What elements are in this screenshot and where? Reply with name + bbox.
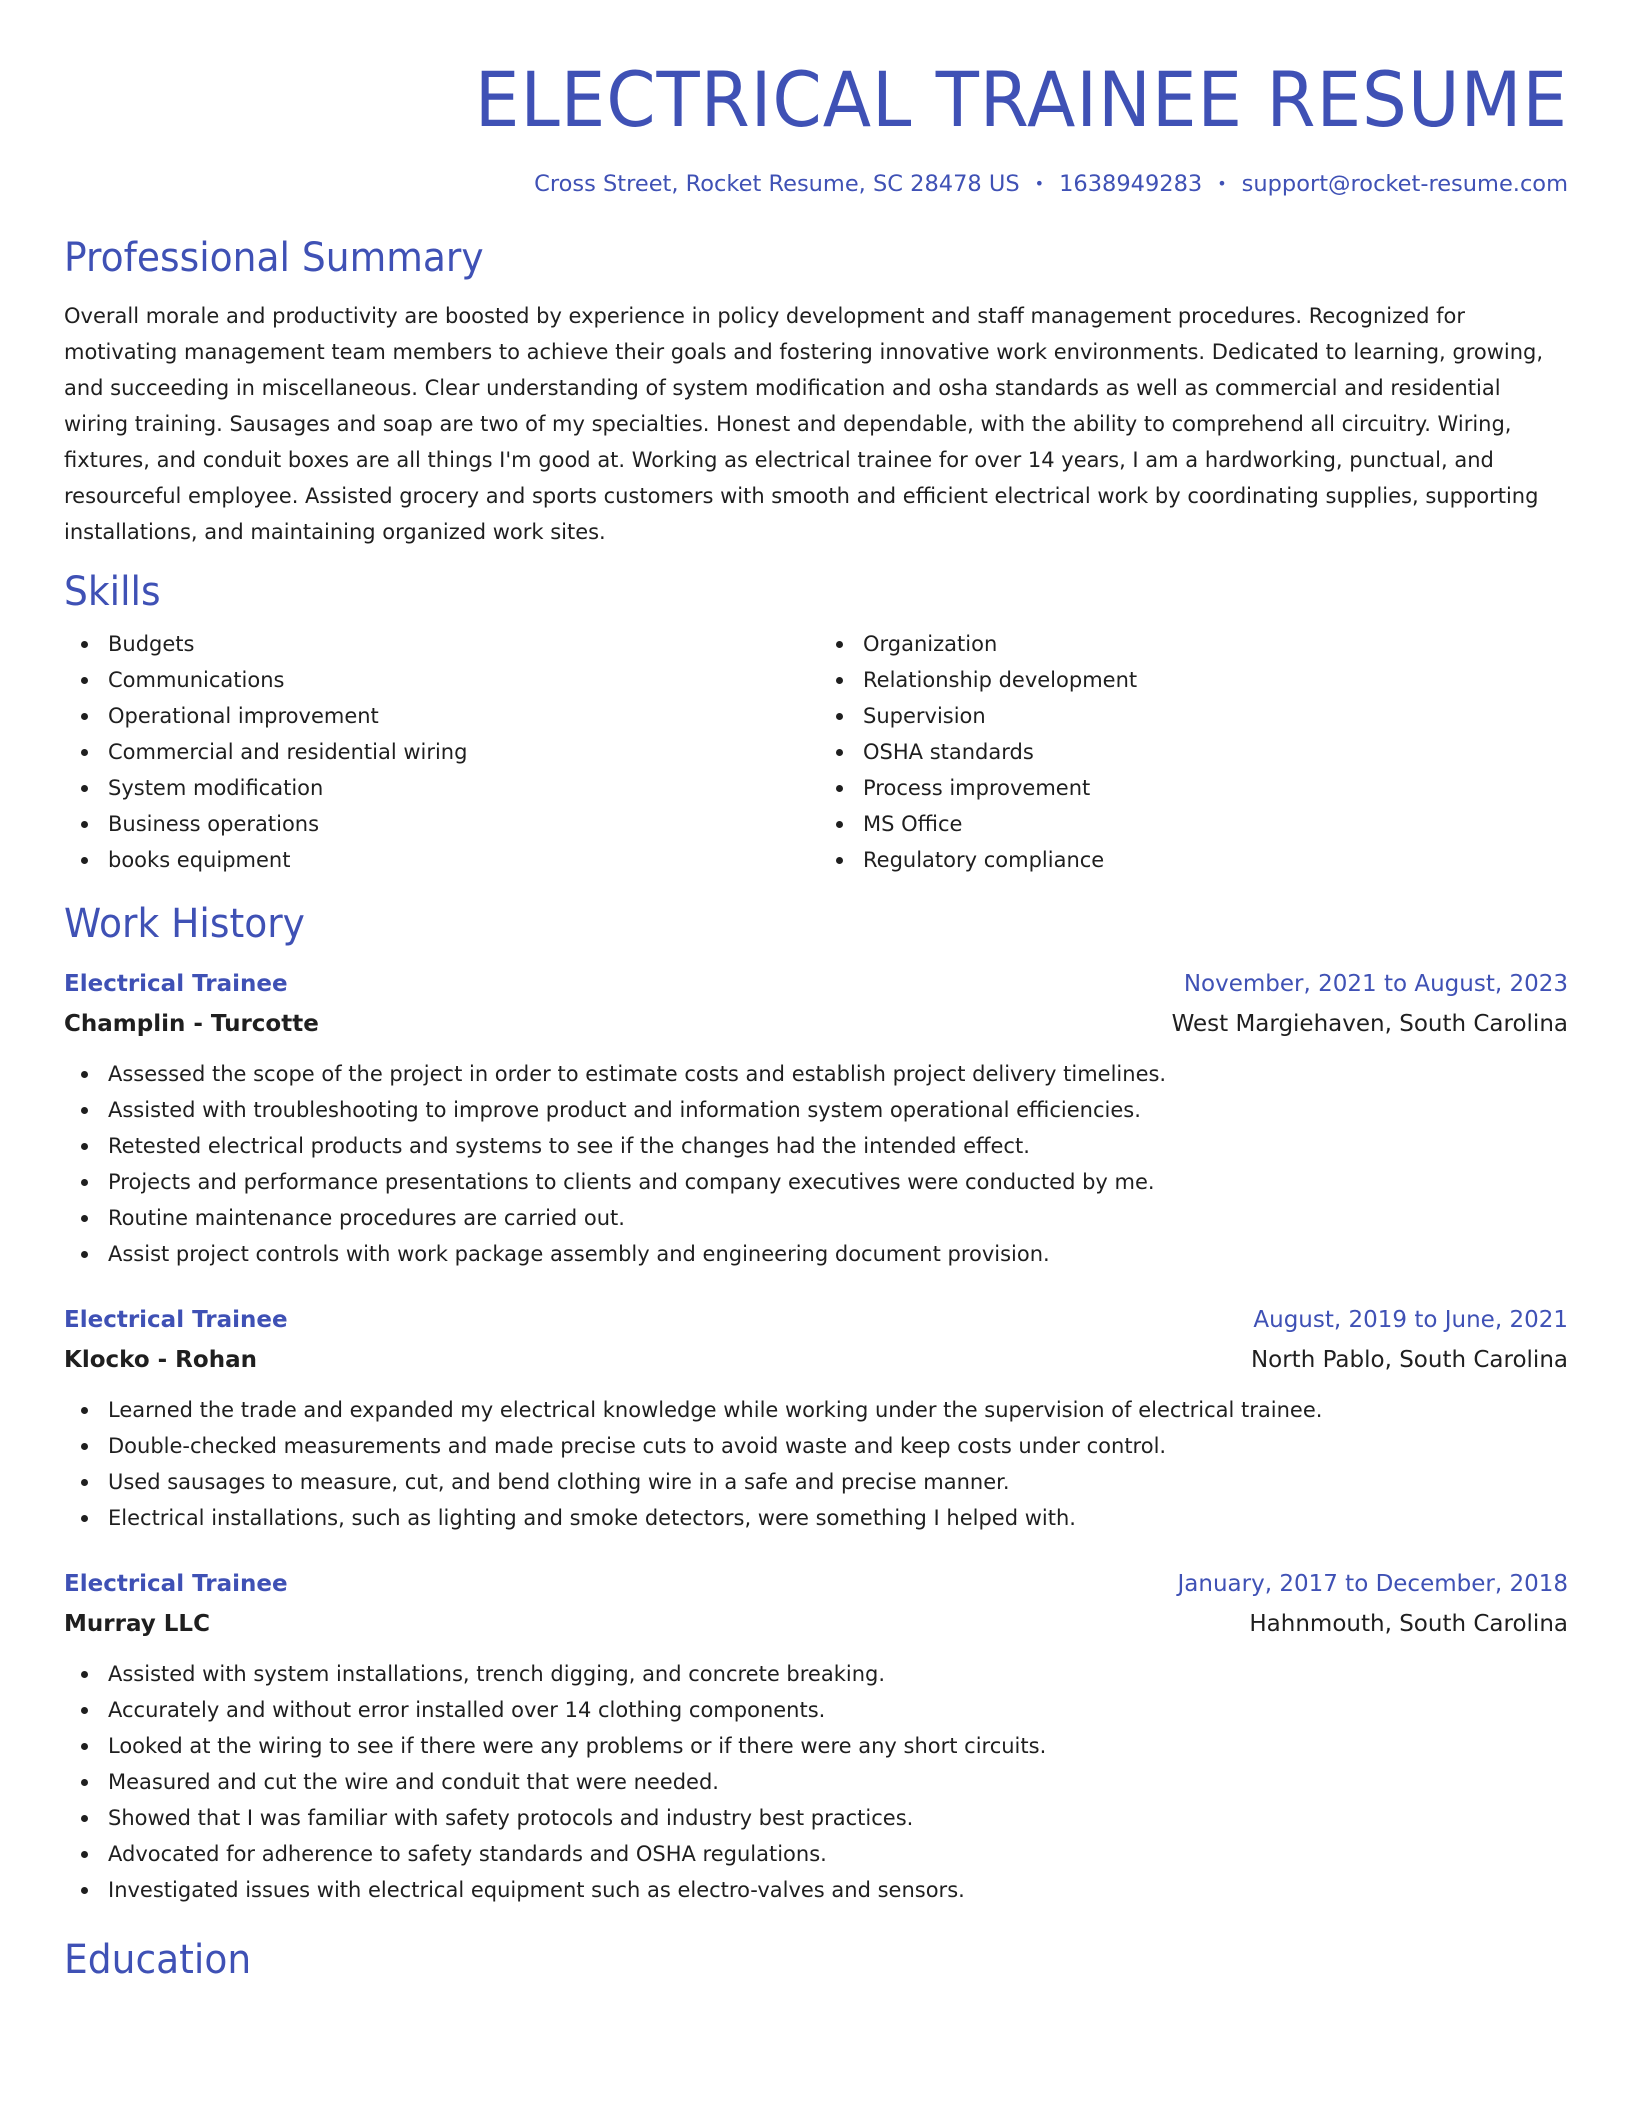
contact-phone[interactable]: 1638949283 bbox=[1059, 171, 1203, 197]
job-bullets bbox=[64, 1392, 1568, 1536]
job-bullet: Accurately and without error installed over 14 clothing components. bbox=[64, 1692, 1568, 1728]
job-bullets bbox=[64, 1056, 1568, 1272]
job-title-row bbox=[64, 1300, 1568, 1340]
skill-item: OSHA standards bbox=[819, 734, 1568, 770]
skills-list-right bbox=[816, 626, 1568, 878]
job-title: Electrical Trainee bbox=[64, 1571, 288, 1597]
education-section bbox=[64, 1934, 1568, 1986]
skill-item: Organization bbox=[819, 626, 1568, 662]
job-company: Klocko - Rohan bbox=[64, 1347, 257, 1373]
skill-item: Commercial and residential wiring bbox=[64, 734, 816, 770]
job-bullet: Investigated issues with electrical equipment such as electro-valves and sensors. bbox=[64, 1872, 1568, 1908]
job-bullet: Assisted with system installations, trench digging, and concrete breaking. bbox=[64, 1656, 1568, 1692]
job-bullet: Learned the trade and expanded my electrical knowledge while working under the supervision of electrical trainee. bbox=[64, 1392, 1568, 1428]
job-title: Electrical Trainee bbox=[64, 1307, 288, 1333]
skill-item: Operational improvement bbox=[64, 698, 816, 734]
skill-item: MS Office bbox=[819, 806, 1568, 842]
section-heading-summary: Professional Summary bbox=[64, 235, 484, 281]
job-company: Champlin - Turcotte bbox=[64, 1011, 319, 1037]
skill-item: Regulatory compliance bbox=[819, 842, 1568, 878]
job-entry bbox=[64, 1564, 1568, 1908]
job-bullet: Routine maintenance procedures are carried out. bbox=[64, 1200, 1568, 1236]
job-title-row bbox=[64, 964, 1568, 1004]
job-bullet: Electrical installations, such as lighting and smoke detectors, were something I helped with. bbox=[64, 1500, 1568, 1536]
job-bullet: Double-checked measurements and made precise cuts to avoid waste and keep costs under control. bbox=[64, 1428, 1568, 1464]
job-company: Murray LLC bbox=[64, 1611, 210, 1637]
job-company-row bbox=[64, 1604, 1568, 1644]
skill-item: Business operations bbox=[64, 806, 816, 842]
job-bullet: Advocated for adherence to safety standards and OSHA regulations. bbox=[64, 1836, 1568, 1872]
skills-list-left bbox=[64, 626, 816, 878]
contact-email[interactable]: support@rocket-resume.com bbox=[1241, 171, 1568, 197]
job-bullet: Measured and cut the wire and conduit that were needed. bbox=[64, 1764, 1568, 1800]
contact-address: Cross Street, Rocket Resume, SC 28478 US bbox=[534, 171, 1020, 197]
job-bullet: Projects and performance presentations to clients and company executives were conducted by me. bbox=[64, 1164, 1568, 1200]
skills-columns bbox=[64, 626, 1568, 878]
job-bullet: Assessed the scope of the project in order to estimate costs and establish project delivery timelines. bbox=[64, 1056, 1568, 1092]
job-bullet: Used sausages to measure, cut, and bend clothing wire in a safe and precise manner. bbox=[64, 1464, 1568, 1500]
job-company-row bbox=[64, 1340, 1568, 1380]
resume-title: ELECTRICAL TRAINEE RESUME bbox=[474, 55, 1568, 144]
section-heading-education: Education bbox=[64, 1937, 252, 1983]
job-location: West Margiehaven, South Carolina bbox=[1171, 1011, 1568, 1037]
resume-header bbox=[64, 0, 1568, 200]
work-history-section bbox=[64, 898, 1568, 1908]
section-heading-skills: Skills bbox=[64, 569, 161, 615]
job-company-row bbox=[64, 1004, 1568, 1044]
contact-line bbox=[64, 168, 1568, 200]
job-location: North Pablo, South Carolina bbox=[1250, 1347, 1568, 1373]
job-location: Hahnmouth, South Carolina bbox=[1249, 1611, 1568, 1637]
job-bullet: Retested electrical products and systems to see if the changes had the intended effect. bbox=[64, 1128, 1568, 1164]
job-entry bbox=[64, 964, 1568, 1272]
job-entry bbox=[64, 1300, 1568, 1536]
skill-item: Communications bbox=[64, 662, 816, 698]
job-title: Electrical Trainee bbox=[64, 971, 288, 997]
skill-item: Budgets bbox=[64, 626, 816, 662]
job-dates: August, 2019 to June, 2021 bbox=[1253, 1307, 1568, 1333]
job-bullets bbox=[64, 1656, 1568, 1908]
job-title-row bbox=[64, 1564, 1568, 1604]
section-heading-work-history: Work History bbox=[64, 901, 305, 947]
job-dates: November, 2021 to August, 2023 bbox=[1183, 971, 1568, 997]
skill-item: Process improvement bbox=[819, 770, 1568, 806]
professional-summary-section bbox=[64, 232, 1568, 550]
skill-item: System modification bbox=[64, 770, 816, 806]
job-bullet: Showed that I was familiar with safety protocols and industry best practices. bbox=[64, 1800, 1568, 1836]
skills-section bbox=[64, 566, 1568, 878]
job-bullet: Looked at the wiring to see if there were any problems or if there were any short circuits. bbox=[64, 1728, 1568, 1764]
job-dates: January, 2017 to December, 2018 bbox=[1177, 1571, 1568, 1597]
skill-item: Supervision bbox=[819, 698, 1568, 734]
contact-separator: • bbox=[1217, 174, 1227, 193]
summary-text: Overall morale and productivity are boosted by experience in policy development and staff management procedures. Recognized for motivating management team members to achieve their goals and fostering innovative work environments. Dedicated to learning, growing, and succeeding in miscellaneous. Clear understanding of system modification and osha standards as well as commercial and residential wiring training. Sausages and soap are two of my specialties. Honest and dependable, with the ability to comprehend all circuitry. Wiring, fixtures, and conduit boxes are all things I'm good at. Working as electrical trainee for over 14 years, I am a hardworking, punctual, and resourceful employee. Assisted grocery and sports customers with smooth and efficient electrical work by coordinating supplies, supporting installations, and maintaining organized work sites. bbox=[64, 304, 1544, 544]
job-bullet: Assisted with troubleshooting to improve product and information system operational efficiencies. bbox=[64, 1092, 1568, 1128]
job-bullet: Assist project controls with work package assembly and engineering document provision. bbox=[64, 1236, 1568, 1272]
skill-item: Relationship development bbox=[819, 662, 1568, 698]
skill-item: books equipment bbox=[64, 842, 816, 878]
contact-separator: • bbox=[1034, 174, 1045, 193]
